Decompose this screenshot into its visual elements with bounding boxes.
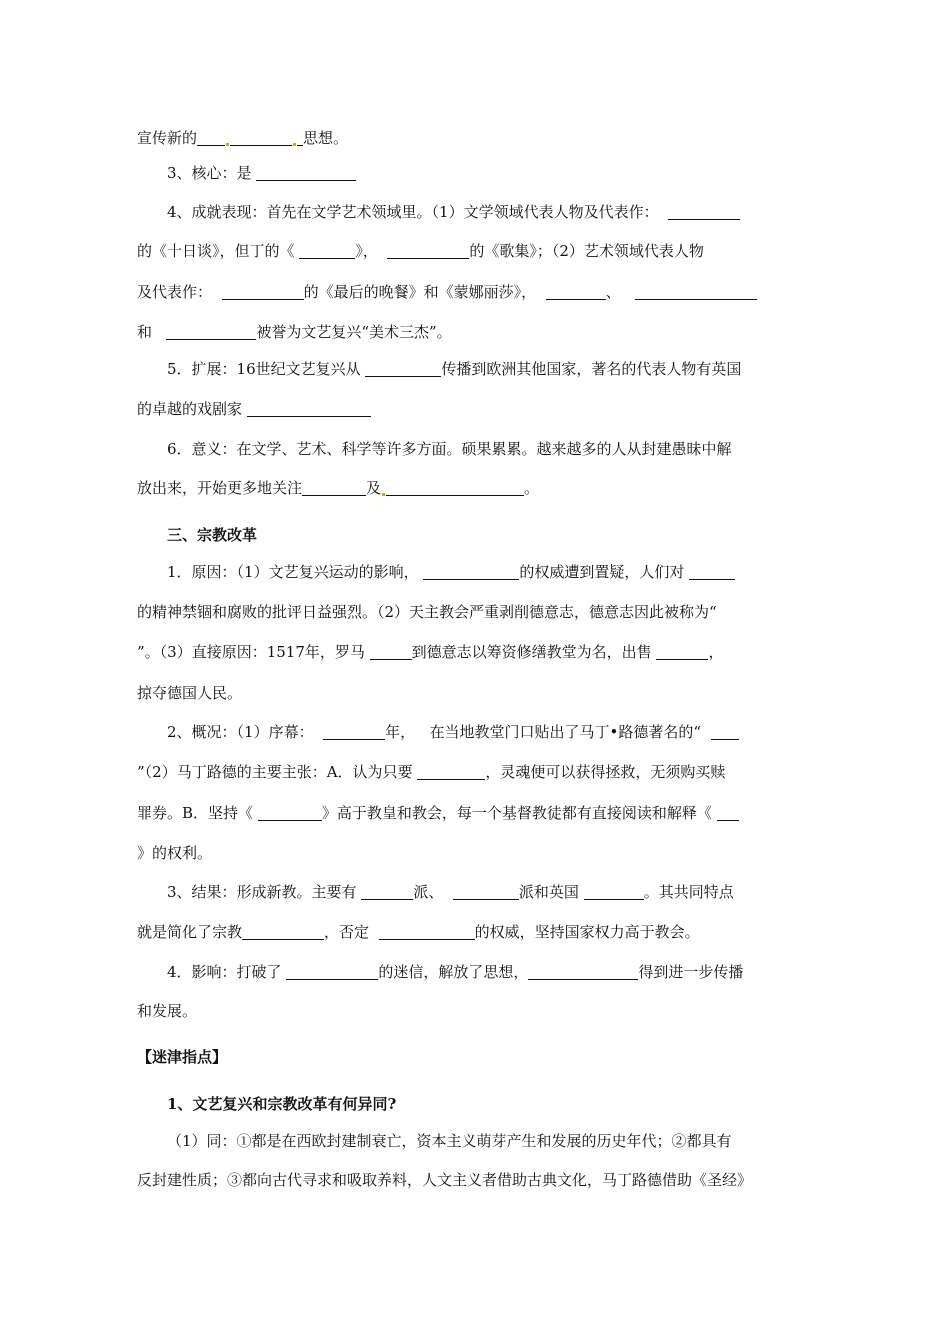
blank bbox=[711, 724, 739, 740]
line-anti-feudal bbox=[137, 1170, 813, 1190]
text: 在当地教堂门口贴出了马丁•路德著名的“ bbox=[429, 723, 701, 741]
text: 被誉为文艺复兴“美术三杰”。 bbox=[256, 323, 452, 341]
line-dramatist bbox=[137, 399, 813, 419]
blank bbox=[668, 204, 740, 220]
blank bbox=[379, 924, 475, 940]
blank bbox=[361, 884, 413, 900]
line-direct-cause bbox=[137, 642, 813, 662]
line-expansion bbox=[167, 359, 843, 379]
blank bbox=[584, 884, 644, 900]
text: 。 bbox=[524, 479, 540, 497]
text: （1）同：①都是在西欧封建制衰亡，资本主义萌芽产生和发展的历史年代；②都具有 bbox=[167, 1132, 732, 1150]
text: 宣传新的 bbox=[137, 129, 198, 147]
mark bbox=[226, 143, 229, 146]
text: 》的权利。 bbox=[137, 844, 213, 862]
text: 得到进一步传播 bbox=[638, 963, 744, 981]
text: 4．影响：打破了 bbox=[167, 963, 282, 981]
question-heading: 1、文艺复兴和宗教改革有何异同? bbox=[167, 1095, 397, 1113]
line-causes bbox=[167, 562, 843, 582]
line-rights bbox=[137, 843, 813, 863]
text: 罪券。B．坚持《 bbox=[137, 804, 254, 822]
mark bbox=[293, 143, 296, 146]
line-art-works bbox=[137, 282, 813, 302]
blank bbox=[222, 284, 304, 300]
text: 反封建性质；③都向古代寻求和吸取养料，人文主义者借助古典文化，马丁路德借助《圣经》 bbox=[137, 1171, 753, 1189]
blank bbox=[387, 243, 469, 259]
blank bbox=[635, 284, 757, 300]
blank bbox=[717, 805, 739, 821]
text: ， bbox=[708, 643, 724, 661]
text: 的精神禁锢和腐败的批评日益强烈。（2）天主教会严重剥削德意志，德意志因此被称为“ bbox=[137, 603, 717, 621]
blank bbox=[453, 884, 519, 900]
text: 掠夺德国人民。 bbox=[137, 684, 243, 702]
blank bbox=[689, 564, 735, 580]
text: 派、 bbox=[413, 883, 444, 901]
blank bbox=[546, 284, 606, 300]
text: 》高于教皇和教会，每一个基督教徒都有直接阅读和解释《 bbox=[321, 804, 712, 822]
line-liberation bbox=[137, 478, 813, 498]
blank bbox=[323, 724, 385, 740]
line-overview bbox=[167, 722, 843, 742]
text: 和 bbox=[137, 323, 153, 341]
text: 就是简化了宗教 bbox=[137, 923, 243, 941]
text: 到德意志以筹资修缮教堂为名，出售 bbox=[411, 643, 652, 661]
text: 派和英国 bbox=[518, 883, 579, 901]
blank bbox=[417, 764, 485, 780]
line-impact bbox=[167, 962, 843, 982]
text: 》， bbox=[355, 242, 378, 260]
blank bbox=[370, 644, 412, 660]
line-core bbox=[167, 163, 843, 183]
line-literature-works bbox=[137, 241, 813, 261]
blank bbox=[528, 964, 638, 980]
text: 传播到欧洲其他国家，著名的代表人物有英国 bbox=[441, 360, 742, 378]
blank bbox=[423, 564, 519, 580]
line-three-masters bbox=[137, 322, 813, 342]
text: 及 bbox=[366, 479, 382, 497]
text: ”。（3）直接原因：1517年，罗马 bbox=[137, 643, 365, 661]
line-significance bbox=[167, 439, 843, 459]
text: 2、概况：（1）序幕： bbox=[167, 723, 314, 741]
text: 、 bbox=[605, 283, 621, 301]
line-results bbox=[167, 882, 843, 902]
line-bible-authority bbox=[137, 803, 813, 823]
line-plunder bbox=[137, 683, 813, 703]
blank bbox=[230, 130, 292, 146]
blank bbox=[302, 480, 366, 496]
blank bbox=[242, 924, 324, 940]
text: 的《歌集》；（2）艺术领域代表人物 bbox=[469, 242, 704, 260]
text: 6．意义：在文学、艺术、科学等许多方面。硕果累累。越来越多的人从封建愚昧中解 bbox=[167, 440, 732, 458]
section-heading-reformation: 三、宗教改革 bbox=[167, 526, 258, 544]
text: ，灵魂便可以获得拯救，无须购买赎 bbox=[485, 763, 726, 781]
text: 年， bbox=[385, 723, 416, 741]
text: 的权威，坚持国家权力高于教会。 bbox=[474, 923, 700, 941]
text: ，否定 bbox=[324, 923, 370, 941]
section-heading-tips: 【迷津指点】 bbox=[137, 1048, 228, 1066]
line-development bbox=[137, 1001, 813, 1021]
text: 的《十日谈》， bbox=[137, 242, 235, 260]
text: 和发展。 bbox=[137, 1002, 198, 1020]
blank bbox=[256, 165, 356, 181]
text: 1．原因：（1）文艺复兴运动的影响， bbox=[167, 563, 419, 581]
blank bbox=[656, 644, 708, 660]
line-luther-claims bbox=[137, 762, 813, 782]
line-achievements bbox=[167, 202, 843, 222]
blank bbox=[197, 130, 225, 146]
text: 4、成就表现：首先在文学艺术领域里。（1）文学领域代表人物及代表作： bbox=[167, 203, 659, 221]
blank bbox=[258, 805, 322, 821]
text: 的卓越的戏剧家 bbox=[137, 400, 243, 418]
blank bbox=[286, 964, 378, 980]
line-criticism bbox=[137, 602, 813, 622]
line-simplify bbox=[137, 922, 813, 942]
text: 的《最后的晚餐》和《蒙娜丽莎》， bbox=[303, 283, 537, 301]
text: 3、结果：形成新教。主要有 bbox=[167, 883, 357, 901]
text: 的迷信，解放了思想， bbox=[378, 963, 529, 981]
blank bbox=[166, 324, 256, 340]
text: 3、核心：是 bbox=[167, 164, 252, 182]
text: 。其共同特点 bbox=[643, 883, 734, 901]
text: 放出来，开始更多地关注 bbox=[137, 479, 303, 497]
text: 5．扩展：16世纪文艺复兴从 bbox=[167, 360, 361, 378]
line-similarity bbox=[167, 1131, 843, 1151]
mark bbox=[382, 493, 385, 496]
text: 思想。 bbox=[303, 129, 349, 147]
line-propagate-thought bbox=[137, 128, 813, 148]
text: 但丁的《 bbox=[234, 242, 295, 260]
blank bbox=[365, 361, 441, 377]
text: 的权威遭到置疑，人们对 bbox=[519, 563, 685, 581]
text: 及代表作： bbox=[137, 283, 213, 301]
blank bbox=[247, 401, 371, 417]
text: ”（2）马丁路德的主要主张：A．认为只要 bbox=[137, 763, 413, 781]
blank bbox=[299, 243, 355, 259]
blank bbox=[386, 480, 524, 496]
